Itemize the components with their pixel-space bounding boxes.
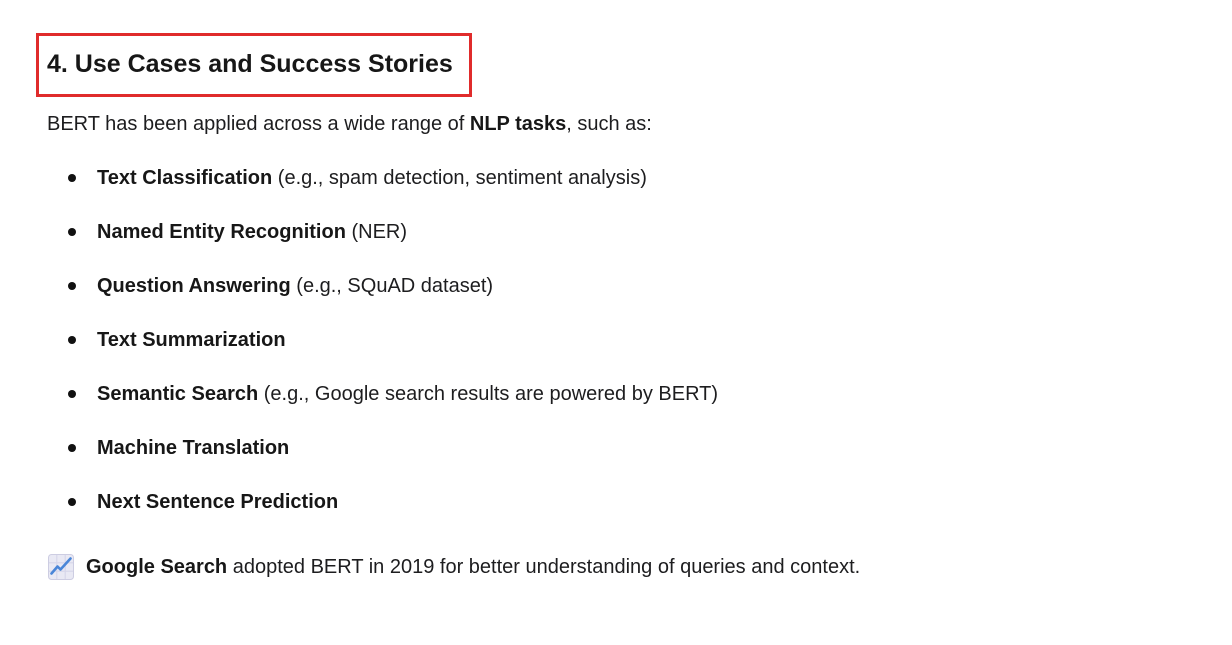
- intro-text-pre: BERT has been applied across a wide range of: [47, 112, 470, 135]
- intro-text-bold: NLP tasks: [469, 112, 567, 135]
- list-item-detail: (NER): [345, 220, 408, 243]
- list-item: [47, 327, 1192, 354]
- chart-increasing-icon: [47, 553, 75, 581]
- list-item-term: Text Summarization: [97, 328, 286, 351]
- footer-text-rest: adopted BERT in 2019 for better understanding of queries and context.: [227, 555, 861, 578]
- list-item: [47, 489, 1192, 516]
- list-item-term: Next Sentence Prediction: [97, 490, 339, 513]
- list-item: [47, 165, 1192, 192]
- intro-paragraph: [47, 111, 1192, 138]
- bullet-dot: [68, 336, 76, 344]
- list-item-detail: (e.g., SQuAD dataset): [290, 274, 494, 297]
- footer-text-bold: Google Search: [86, 555, 228, 578]
- bullet-dot: [68, 174, 76, 182]
- list-item-term: Text Classification: [97, 166, 273, 189]
- red-annotation-box: [36, 33, 472, 97]
- list-item-term: Question Answering: [97, 274, 291, 297]
- bullet-dot: [68, 498, 76, 506]
- list-item: [47, 381, 1192, 408]
- list-item-term: Semantic Search: [97, 382, 259, 405]
- footer-text: [86, 553, 860, 581]
- bullet-dot: [68, 390, 76, 398]
- footer-note: [47, 553, 1192, 581]
- list-item: [47, 435, 1192, 462]
- list-item-term: Machine Translation: [97, 436, 290, 459]
- list-item-detail: (e.g., spam detection, sentiment analysis): [272, 166, 647, 189]
- use-cases-list: [47, 165, 1192, 516]
- bullet-dot: [68, 444, 76, 452]
- list-item: [47, 273, 1192, 300]
- list-item-term: Named Entity Recognition: [97, 220, 346, 243]
- list-item: [47, 219, 1192, 246]
- section-heading: 4. Use Cases and Success Stories: [47, 50, 453, 78]
- bullet-dot: [68, 228, 76, 236]
- bullet-dot: [68, 282, 76, 290]
- list-item-detail: (e.g., Google search results are powered by BERT): [258, 382, 719, 405]
- intro-text-post: , such as:: [566, 112, 652, 135]
